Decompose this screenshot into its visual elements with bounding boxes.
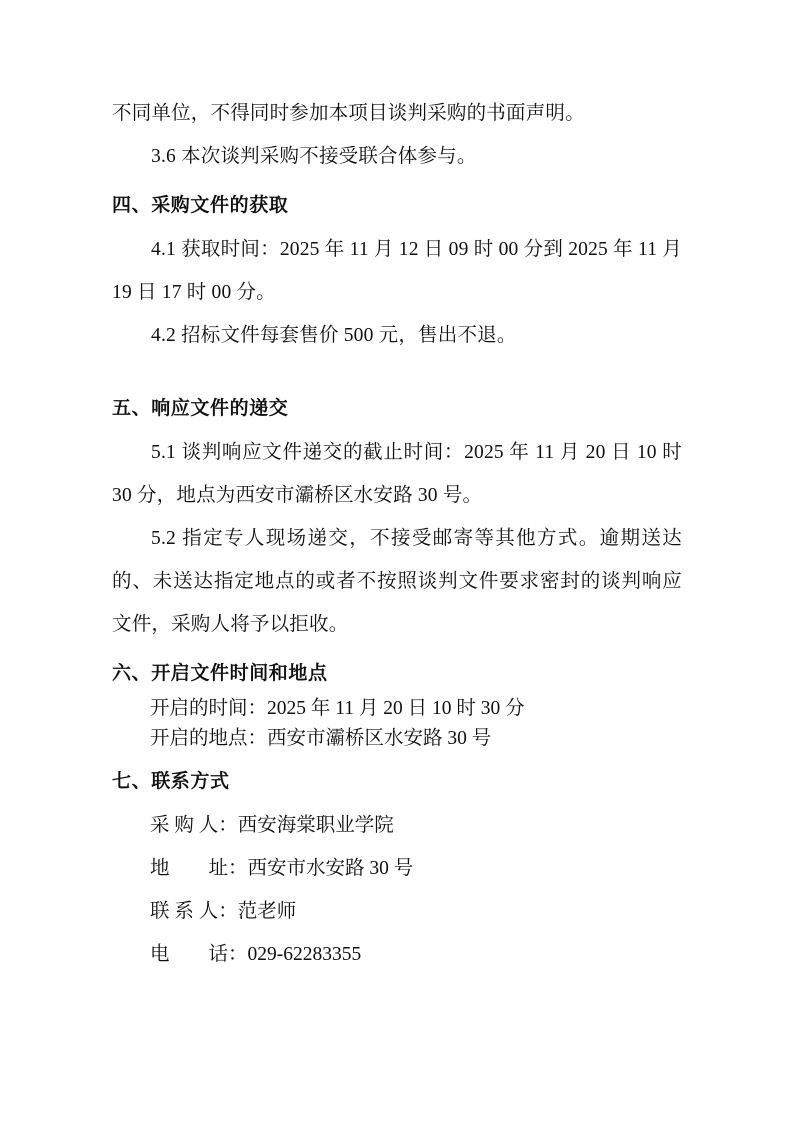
- section-heading-7: 七、联系方式: [112, 770, 230, 792]
- section-heading-6: 六、开启文件时间和地点: [112, 662, 328, 684]
- document-body: [112, 92, 682, 976]
- paragraph-4-1: 4.1 获取时间：2025 年 11 月 12 日 09 时 00 分到 2025 年 11 月 19 日 17 时 00 分。: [112, 239, 682, 303]
- open-place-line: 开启的地点：西安市灞桥区水安路 30 号: [150, 728, 492, 749]
- spacer: [112, 357, 682, 387]
- contact-phone: 电 话：029-62283355: [150, 944, 362, 965]
- contact-address: 地 址：西安市水安路 30 号: [150, 858, 414, 879]
- paragraph-3-6: 3.6 本次谈判采购不接受联合体参与。: [151, 146, 477, 167]
- paragraph-4-2: 4.2 招标文件每套售价 500 元，售出不退。: [151, 325, 517, 346]
- open-time-line: 开启的时间：2025 年 11 月 20 日 10 时 30 分: [150, 698, 525, 719]
- paragraph-5-2: 5.2 指定专人现场递交，不接受邮寄等其他方式。逾期送达的、未送达指定地点的或者不按照谈判文件要求密封的谈判响应文件，采购人将予以拒收。: [112, 528, 682, 635]
- paragraph-3-5-tail: 不同单位，不得同时参加本项目谈判采购的书面声明。: [112, 103, 585, 124]
- contact-person: 联 系 人：范老师: [150, 901, 297, 922]
- contact-buyer: 采 购 人：西安海棠职业学院: [150, 815, 394, 836]
- section-heading-4: 四、采购文件的获取: [112, 194, 289, 216]
- section-heading-5: 五、响应文件的递交: [112, 397, 289, 419]
- paragraph-5-1: 5.1 谈判响应文件递交的截止时间：2025 年 11 月 20 日 10 时 30 分，地点为西安市灞桥区水安路 30 号。: [112, 442, 682, 506]
